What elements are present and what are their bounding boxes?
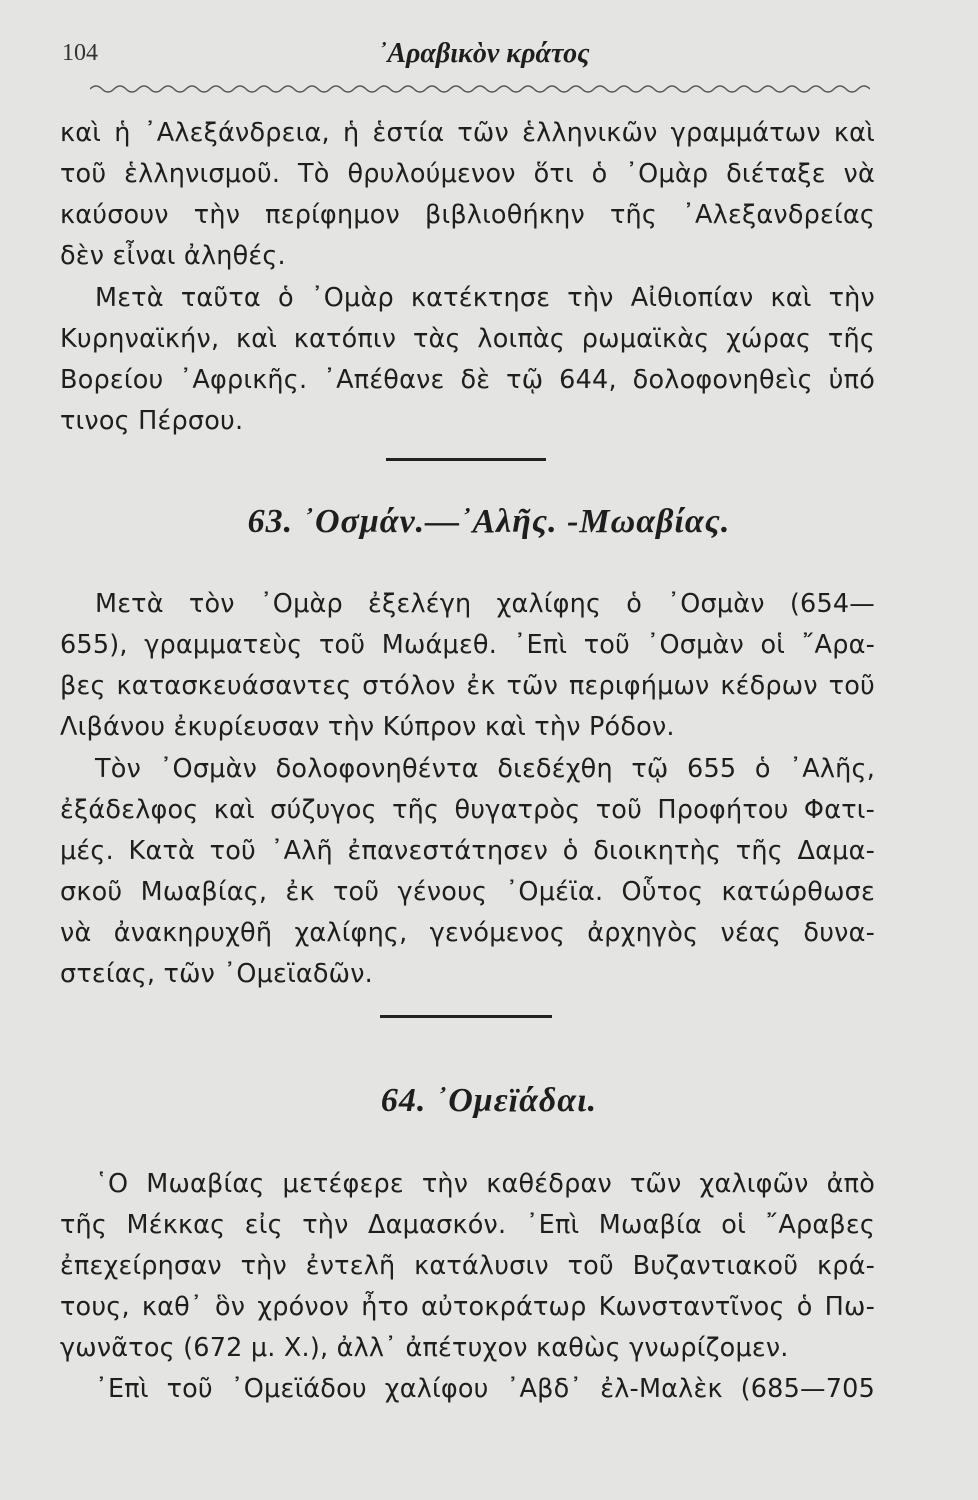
text-line: τους, καθ᾽ ὃν χρόνον ἦτο αὐτοκράτωρ Κωνσταντῖνος ὁ Πω- [60,1292,875,1322]
text-line: στείας, τῶν ᾽Ομεϊαδῶν. [60,959,373,989]
text-line: Μετὰ τὸν ᾽Ομὰρ ἐξελέγη χαλίφης ὁ ᾽Οσμὰν (654— [95,589,875,619]
section-heading-64: 64. ᾽Ομεϊάδαι. [380,1082,598,1119]
text-line: 655), γραμματεὺς τοῦ Μωάμεθ. ᾽Επὶ τοῦ ᾽Οσμὰν οἱ ῎Αρα- [60,630,875,660]
section-heading-63: 63. ᾽Οσμάν.—᾽Αλῆς. -Μωαβίας. [247,503,731,540]
page-number: 104 [62,40,98,66]
text-line: βες κατασκευάσαντες στόλον ἐκ τῶν περιφήμων κέδρων τοῦ [60,671,875,701]
wavy-rule-divider [90,80,870,98]
text-line: δὲν εἶναι ἀληθές. [60,241,286,271]
text-line: Κυρηναϊκήν, καὶ κατόπιν τὰς λοιπὰς ρωμαϊκὰς χώρας τῆς [60,324,875,354]
text-line: ἐξάδελφος καὶ σύζυγος τῆς θυγατρὸς τοῦ Προφήτου Φατι- [60,795,875,825]
text-line: καὶ ἡ ᾽Αλεξάνδρεια, ἡ ἑστία τῶν ἑλληνικῶν γραμμάτων καὶ [60,118,875,148]
text-line: τοῦ ἑλληνισμοῦ. Τὸ θρυλούμενον ὅτι ὁ ᾽Ομὰρ διέταξε νὰ [60,159,875,189]
text-line: μές. Κατὰ τοῦ ᾽Αλῆ ἐπανεστάτησεν ὁ διοικητὴς τῆς Δαμα- [60,836,875,866]
text-line: Μετὰ ταῦτα ὁ ᾽Ομὰρ κατέκτησε τὴν Αἰθιοπίαν καὶ τὴν [95,283,875,313]
text-line: ᾽Επὶ τοῦ ᾽Ομεϊάδου χαλίφου ᾽Αβδ᾽ ἐλ-Μαλὲκ (685—705 [95,1374,875,1404]
text-line: καύσουν τὴν περίφημον βιβλιοθήκην τῆς ᾽Αλεξανδρείας [60,200,875,230]
section-separator [380,1015,552,1018]
text-line: τῆς Μέκκας εἰς τὴν Δαμασκόν. ᾽Επὶ Μωαβία οἱ ῎Αραβες [60,1210,875,1240]
text-line: νὰ ἀνακηρυχθῆ χαλίφης, γενόμενος ἀρχηγὸς νέας δυνα- [60,918,875,948]
text-line: σκοῦ Μωαβίας, ἐκ τοῦ γένους ᾽Ομέϊα. Οὗτος κατώρθωσε [60,877,875,907]
text-line: ἐπεχείρησαν τὴν ἐντελῆ κατάλυσιν τοῦ Βυζαντιακοῦ κρά- [60,1251,875,1281]
text-line: Λιβάνου ἐκυρίευσαν τὴν Κύπρον καὶ τὴν Ρόδον. [60,712,675,742]
running-title: ᾽Αραβικὸν κράτος [378,38,590,69]
section-separator [386,458,546,461]
text-line: γωνᾶτος (672 μ. Χ.), ἀλλ᾽ ἀπέτυχον καθὼς γνωρίζομεν. [60,1333,789,1363]
text-line: Τὸν ᾽Οσμὰν δολοφονηθέντα διεδέχθη τῷ 655 ὁ ᾽Αλῆς, [95,754,875,784]
text-line: ῾Ο Μωαβίας μετέφερε τὴν καθέδραν τῶν χαλιφῶν ἀπὸ [95,1169,875,1199]
text-line: τινος Πέρσου. [60,406,244,436]
text-line: Βορείου ᾽Αφρικῆς. ᾽Απέθανε δὲ τῷ 644, δολοφονηθεὶς ὑπό [60,365,875,395]
